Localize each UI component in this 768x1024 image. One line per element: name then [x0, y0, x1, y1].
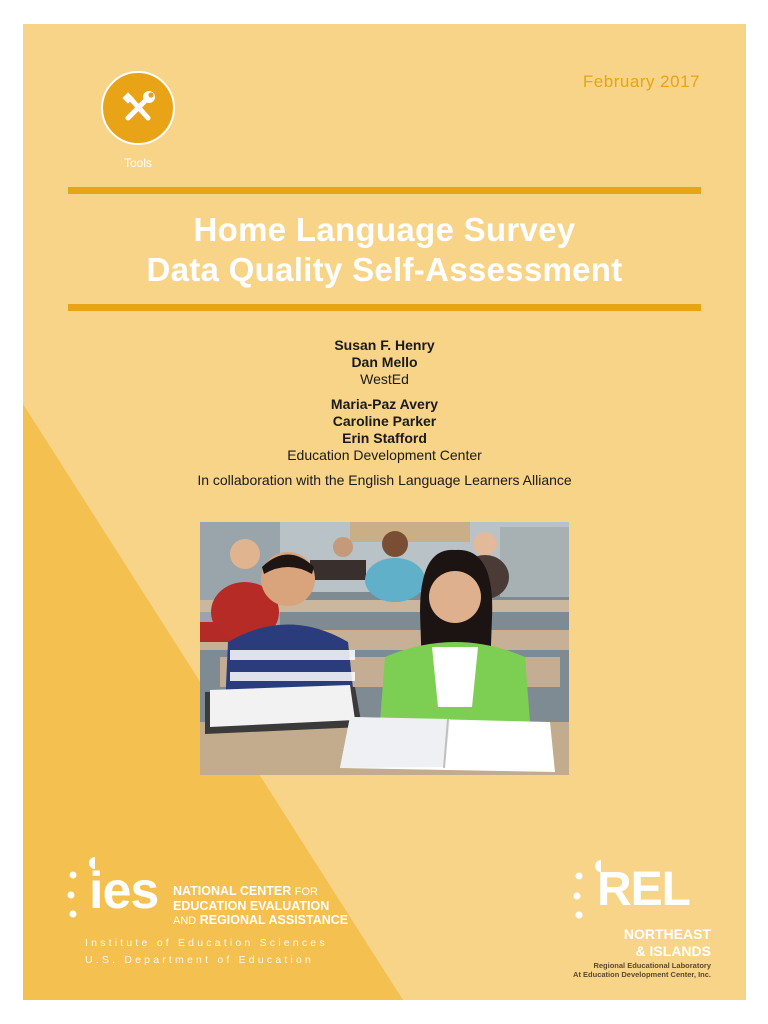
- ies-line-1: NATIONAL CENTER: [173, 884, 292, 898]
- author-name: Erin Stafford: [342, 430, 427, 446]
- ies-subtitle-1: Institute of Education Sciences: [85, 937, 328, 949]
- title-rule-top: [68, 187, 701, 194]
- author-name: Caroline Parker: [332, 413, 437, 429]
- report-title: [68, 210, 701, 290]
- classroom-photo: [200, 522, 569, 775]
- ies-subtitle: [85, 935, 328, 969]
- rel-subtitle-1: Regional Educational Laboratory: [593, 961, 711, 970]
- author-name: Maria-Paz Avery: [330, 396, 439, 412]
- author-affiliation: Education Development Center: [287, 447, 482, 463]
- ies-logo: [65, 857, 385, 967]
- rel-subtitle-2: At Education Development Center, Inc.: [573, 970, 711, 979]
- ies-subtitle-2: U.S. Department of Education: [85, 954, 315, 966]
- ies-line-2: EDUCATION EVALUATION: [173, 899, 330, 913]
- author-name: Susan F. Henry: [334, 337, 435, 353]
- report-cover: [23, 24, 746, 1000]
- title-line-2: Data Quality Self-Assessment: [146, 251, 623, 288]
- rel-wordmark: REL: [597, 863, 690, 916]
- publication-date: February 2017: [582, 72, 700, 91]
- title-line-1: Home Language Survey: [193, 211, 576, 248]
- title-rule-bottom: [68, 304, 701, 311]
- ies-center-name: [173, 884, 348, 928]
- ies-line-3: REGIONAL ASSISTANCE: [199, 913, 349, 927]
- author-affiliation: WestEd: [360, 371, 409, 387]
- authors-block: [68, 337, 701, 489]
- tools-icon: [118, 88, 158, 128]
- rel-line-2: & ISLANDS: [635, 943, 711, 959]
- ies-line-3-prefix: AND: [173, 915, 197, 927]
- rel-logo: [571, 858, 721, 988]
- rel-line-1: NORTHEAST: [623, 926, 711, 942]
- collaboration-note: In collaboration with the English Language Learners Alliance: [197, 472, 572, 488]
- ies-line-1-suffix: FOR: [294, 886, 319, 898]
- category-label: Tools: [123, 156, 152, 170]
- background-triangle: [23, 24, 746, 1000]
- author-name: Dan Mello: [351, 354, 418, 370]
- rel-region: [591, 926, 711, 960]
- tools-badge: [101, 71, 175, 145]
- rel-subtitle: [571, 961, 711, 979]
- ies-wordmark: ies: [89, 862, 159, 920]
